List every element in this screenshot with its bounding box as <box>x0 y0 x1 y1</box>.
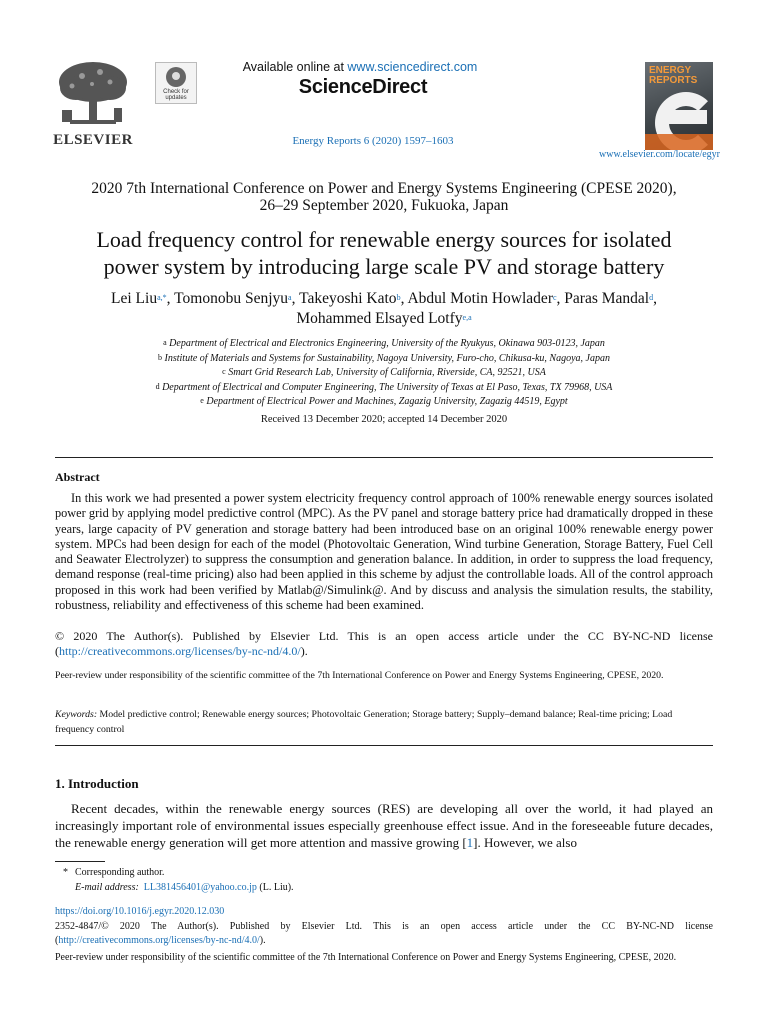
received-dates: Received 13 December 2020; accepted 14 December 2020 <box>260 414 508 425</box>
sciencedirect-link[interactable]: www.sciencedirect.com <box>347 60 478 74</box>
conference-info: 2020 7th International Conference on Power and Energy Systems Engineering (CPESE 2020), 26–29 September 2020, Fukuoka, Japan <box>91 180 677 214</box>
author-list: Lei Liu$^{a,*}$, Tomonobu Senjyu$^a$, Takeyoshi Kato$^b$, Abdul Motin Howlader$^c$, Paras Mandal$^d$, Mohammed Elsayed Lotfy$^{e,a}$ <box>111 290 657 327</box>
email-link[interactable]: LL381456401@yahoo.co.jp <box>143 881 257 893</box>
footnote-divider <box>55 861 105 862</box>
author-affil-sup[interactable]: a,* <box>157 293 167 302</box>
abstract-heading: Abstract <box>55 470 100 484</box>
author-affil-sup[interactable]: a <box>288 293 292 302</box>
author-name[interactable]: Mohammed Elsayed Lotfy <box>296 310 463 327</box>
abstract-body: In this work we had presented a power system electricity frequency control approach of 100% renewable energy sources isolated power grid by applying model predictive control (MPC). As the PV panel and storage battery price had dramatically dropped in these years, large capacity of PV generation and storage battery had been introduced base on an original 100% renewable energy power system. MPCs had been design for each of the model (Photovoltaic Generation, Wind turbine Generation, Storage Battery, Fuel Cell and Seawater Electrolyzer) to suppress the consumption and generation balance. In addition, in order to suppress the load frequency, demand response (real-time pricing) also had been applied in this scheme by adjust the controllable loads. All of the control approach proposed in this work had been verified by Matlab@/Simulink@. And by discuss and analysis the simulation results, the stability, robustness, reliability and effectiveness of this scheme had been examined. <box>55 491 713 613</box>
check-for-updates-icon[interactable] <box>155 62 197 104</box>
author-name[interactable]: Paras Mandal <box>564 290 650 307</box>
author-affil-sup[interactable]: d <box>649 293 654 302</box>
peer-review-footer: Peer-review under responsibility of the scientific committee of the 7th International Conference on Power and Energy Systems Engineering, CPESE, 2020. <box>55 952 677 963</box>
author-name[interactable]: Tomonobu Senjyu <box>174 290 289 307</box>
article-title: Load frequency control for renewable energy sources for isolated power system by introducing large scale PV and storage battery <box>96 227 672 279</box>
divider <box>55 457 713 458</box>
author-name[interactable]: Takeyoshi Kato <box>299 290 397 307</box>
keywords: Keywords: Model predictive control; Renewable energy sources; Photovoltaic Generation; Storage battery; Supply–demand balance; Real-time pricing; Load frequency control <box>55 709 673 735</box>
available-online: Available online at www.sciencedirect.com <box>242 60 478 74</box>
publisher-logo-text: ELSEVIER <box>53 132 133 148</box>
check-for-updates-label: Check for updates <box>163 89 189 101</box>
peer-review-note: Peer-review under responsibility of the scientific committee of the 7th International Conference on Power and Energy Systems Engineering, CPESE, 2020. <box>55 670 664 681</box>
author-name[interactable]: Lei Liu <box>111 290 158 307</box>
abstract-license: © 2020 The Author(s). Published by Elsevier Ltd. This is an open access article under the CC BY-NC-ND license (http://creativecommons.org/licenses/by-nc-nd/4.0/). <box>55 629 713 659</box>
author-affil-sup[interactable]: b <box>396 293 401 302</box>
affiliation-item: $^a$ Department of Electrical and Electronics Engineering, University of the Ryukyus, Okinawa 903-0123, Japan <box>163 338 605 349</box>
section-heading: 1. Introduction <box>55 776 139 791</box>
affiliation-item: $^d$ Department of Electrical and Computer Engineering, The University of Texas at El Paso, Texas, TX 79968, USA <box>155 381 613 393</box>
intro-paragraph: Recent decades, within the renewable energy sources (RES) are developing all over the world, it had played an increasingly important role of environmental issues especially greenhouse effect issue. And in the foreseeable future decades, the renewable energy generation will get more attention and massive growing [1]. However, we also <box>55 801 713 850</box>
license-link[interactable]: http://creativecommons.org/licenses/by-nc-nd/4.0/ <box>59 644 301 659</box>
license-link[interactable]: http://creativecommons.org/licenses/by-nc-nd/4.0/ <box>58 934 260 946</box>
journal-reference: Energy Reports 6 (2020) 1597–1603 <box>292 135 454 147</box>
divider <box>55 745 713 746</box>
author-affil-sup[interactable]: c <box>552 293 557 302</box>
citation-link[interactable]: 1 <box>466 835 474 850</box>
author-name[interactable]: Abdul Motin Howlader <box>407 290 553 307</box>
copyright-note: 2352-4847/© 2020 The Author(s). Published by Elsevier Ltd. This is an open access article under the CC BY-NC-ND license (http://creativecommons.org/licenses/by-nc-nd/4.0/). <box>55 921 713 946</box>
affiliation-item: $^e$ Department of Electrical Power and Machines, Zagazig University, Zagazig 44519, Egypt <box>200 396 568 408</box>
author-affil-sup[interactable]: e,a <box>462 313 472 322</box>
doi-link[interactable]: https://doi.org/10.1016/j.egyr.2020.12.030 <box>55 906 225 917</box>
affiliation-item: $^b$ Institute of Materials and Systems for Sustainability, Nagoya University, Furo-cho, Chikusa-ku, Nagoya, Japan <box>158 352 610 364</box>
journal-url-link[interactable]: www.elsevier.com/locate/egyr <box>599 149 720 160</box>
affiliations <box>30 337 738 410</box>
affiliation-item: $^c$ Smart Grid Research Lab, University of California, Riverside, CA, 92521, USA <box>222 367 546 379</box>
footnotes: * Corresponding author. E-mail address: LL381456401@yahoo.co.jp (L. Liu). <box>63 867 294 893</box>
journal-cover-image <box>645 62 713 150</box>
sciencedirect-logo: ScienceDirect <box>298 76 428 98</box>
cover-title: ENERGY REPORTS <box>649 65 698 86</box>
